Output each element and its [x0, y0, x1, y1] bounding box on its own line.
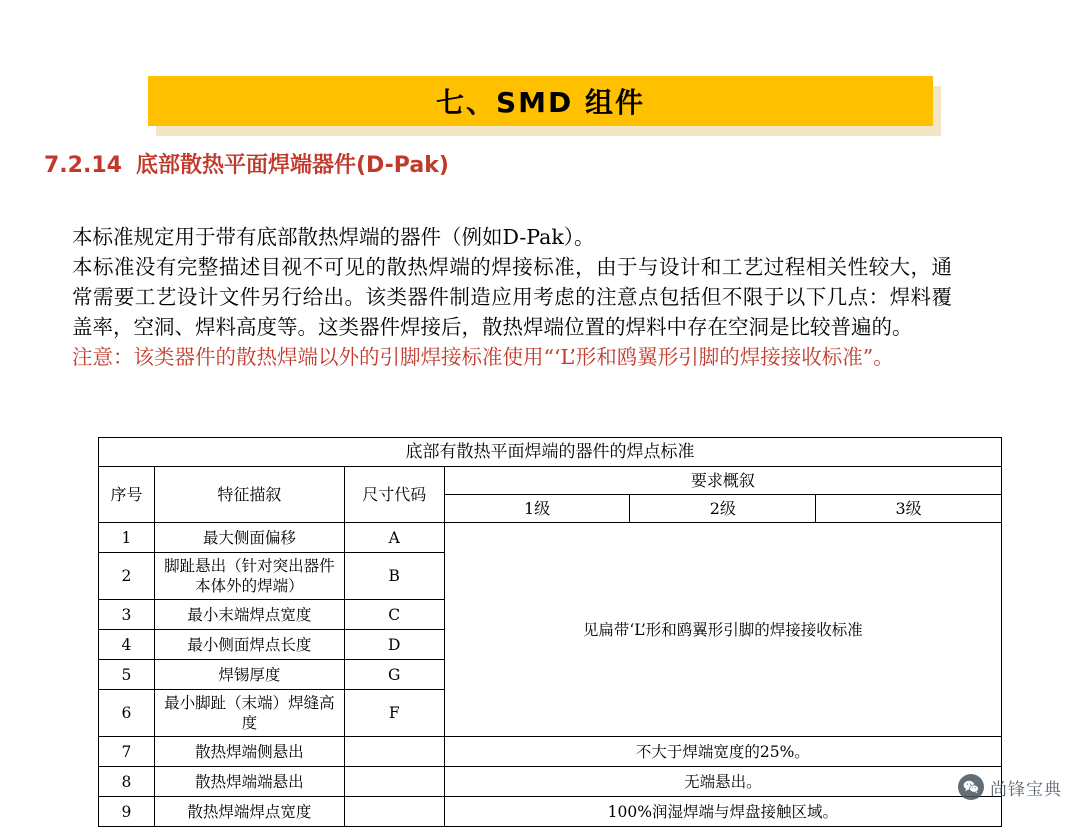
cell-no: 5 — [99, 660, 155, 690]
cell-no: 1 — [99, 523, 155, 553]
cell-requirement: 无端悬出。 — [444, 767, 1001, 797]
cell-code — [344, 737, 444, 767]
cell-feature: 最大侧面偏移 — [154, 523, 344, 553]
paragraph-1: 本标准规定用于带有底部散热焊端的器件（例如D-Pak）。 — [72, 225, 595, 249]
cell-code: G — [344, 660, 444, 690]
cell-feature: 散热焊端端悬出 — [154, 767, 344, 797]
table-caption: 底部有散热平面焊端的器件的焊点标准 — [99, 438, 1002, 467]
cell-feature: 散热焊端侧悬出 — [154, 737, 344, 767]
table-caption-row — [99, 438, 1002, 467]
cell-feature: 焊锡厚度 — [154, 660, 344, 690]
header-level-2: 2级 — [630, 495, 816, 523]
cell-no: 9 — [99, 797, 155, 827]
cell-feature: 最小脚趾（末端）焊缝高度 — [154, 690, 344, 737]
header-requirement: 要求概叙 — [444, 467, 1001, 495]
cell-no: 3 — [99, 600, 155, 630]
cell-code: D — [344, 630, 444, 660]
cell-code: B — [344, 553, 444, 600]
cell-feature: 散热焊端焊点宽度 — [154, 797, 344, 827]
body-text — [72, 222, 952, 372]
note-paragraph: 注意：该类器件的散热焊端以外的引脚焊接标准使用“‘L’形和鸥翼形引脚的焊接接收标准”。 — [72, 345, 894, 369]
header-dim-code: 尺寸代码 — [344, 467, 444, 523]
cell-no: 4 — [99, 630, 155, 660]
cell-no: 2 — [99, 553, 155, 600]
title-banner — [148, 76, 933, 126]
header-no: 序号 — [99, 467, 155, 523]
section-heading — [44, 148, 449, 179]
cell-feature: 最小末端焊点宽度 — [154, 600, 344, 630]
spec-table-wrap — [98, 437, 1002, 827]
cell-code — [344, 767, 444, 797]
cell-no: 8 — [99, 767, 155, 797]
cell-feature: 脚趾悬出（针对突出器件本体外的焊端） — [154, 553, 344, 600]
paragraph-2: 本标准没有完整描述目视不可见的散热焊端的焊接标准，由于与设计和工艺过程相关性较大，通常需要工艺设计文件另行给出。该类器件制造应用考虑的注意点包括但不限于以下几点：焊料覆盖率，空洞、焊料高度等。这类器件焊接后，散热焊端位置的焊料中存在空洞是比较普遍的。 — [72, 255, 952, 339]
banner-title: 七、SMD 组件 — [435, 86, 646, 119]
cell-no: 7 — [99, 737, 155, 767]
cell-code: C — [344, 600, 444, 630]
section-number: 7.2.14 — [44, 153, 122, 178]
table-row — [99, 523, 1002, 553]
table-row — [99, 767, 1002, 797]
cell-requirement: 100%润湿焊端与焊盘接触区域。 — [444, 797, 1001, 827]
watermark — [958, 774, 1062, 800]
table-row — [99, 737, 1002, 767]
cell-requirement: 不大于焊端宽度的25%。 — [444, 737, 1001, 767]
cell-code: A — [344, 523, 444, 553]
banner-bar — [148, 76, 933, 126]
spec-table — [98, 437, 1002, 827]
table-row — [99, 797, 1002, 827]
header-level-3: 3级 — [816, 495, 1002, 523]
header-feature: 特征描叙 — [154, 467, 344, 523]
cell-no: 6 — [99, 690, 155, 737]
header-level-1: 1级 — [444, 495, 630, 523]
cell-merged-requirement: 见扁带‘L’形和鸥翼形引脚的焊接接收标准 — [444, 523, 1001, 737]
watermark-label: 尚锋宝典 — [990, 779, 1062, 800]
cell-code: F — [344, 690, 444, 737]
cell-feature: 最小侧面焊点长度 — [154, 630, 344, 660]
table-header-row-1 — [99, 467, 1002, 495]
section-title: 底部散热平面焊端器件(D-Pak) — [135, 153, 449, 178]
cell-code — [344, 797, 444, 827]
wechat-icon — [958, 774, 984, 800]
